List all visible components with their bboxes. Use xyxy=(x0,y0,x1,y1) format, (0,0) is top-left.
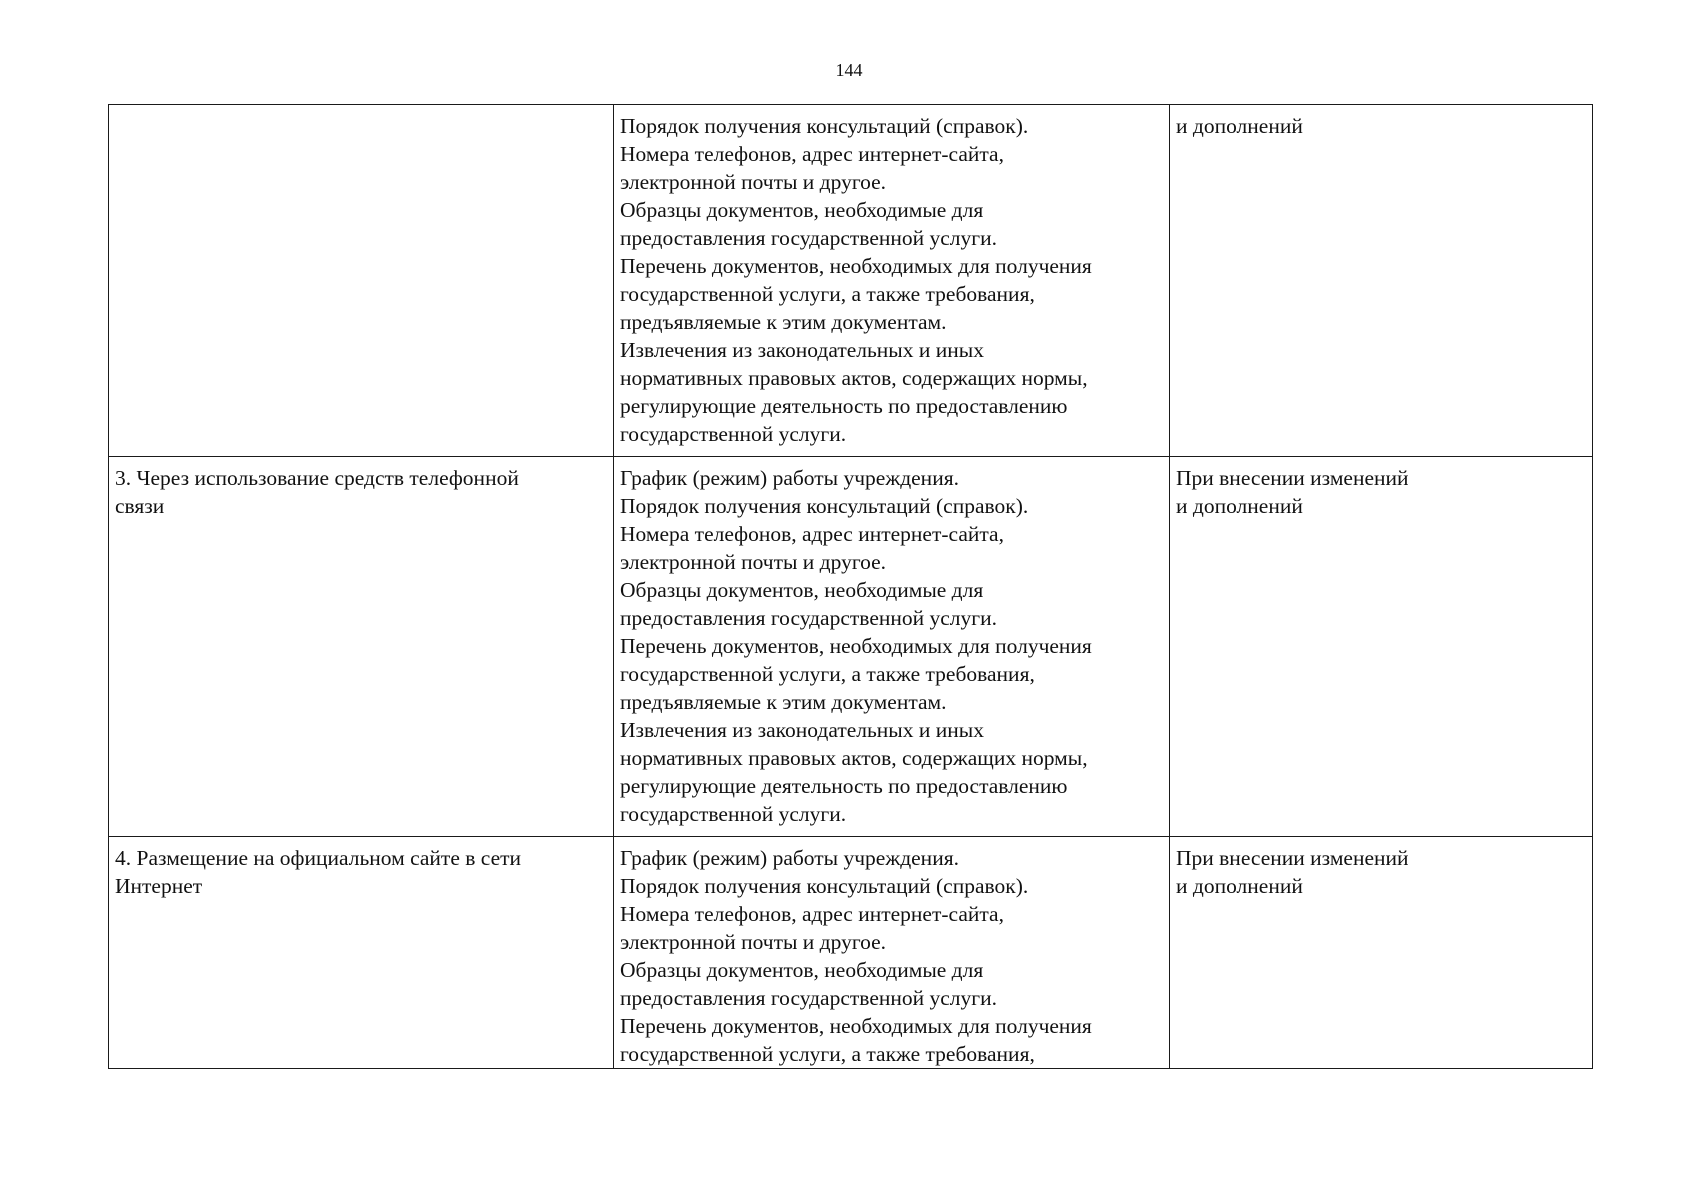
table-row xyxy=(109,105,1593,457)
info-line: государственной услуги. xyxy=(620,422,847,446)
info-line: государственной услуги. xyxy=(620,802,847,826)
info-line: График (режим) работы учреждения. xyxy=(620,466,959,490)
method-line: Интернет xyxy=(115,874,203,898)
info-line: государственной услуги, а также требования, xyxy=(620,1042,1035,1066)
info-line: предоставления государственной услуги. xyxy=(620,606,997,630)
info-line: Номера телефонов, адрес интернет-сайта, xyxy=(620,142,1004,166)
info-cell xyxy=(614,457,1170,837)
info-line: предъявляемые к этим документам. xyxy=(620,310,947,334)
info-line: Номера телефонов, адрес интернет-сайта, xyxy=(620,902,1004,926)
method-line: 3. Через использование средств телефонной xyxy=(115,466,519,490)
page-number: 144 xyxy=(835,60,863,80)
method-cell xyxy=(109,105,614,457)
info-line: Номера телефонов, адрес интернет-сайта, xyxy=(620,522,1004,546)
method-cell xyxy=(109,837,614,1069)
table-row xyxy=(109,837,1593,1069)
info-line: предоставления государственной услуги. xyxy=(620,986,997,1010)
info-line: Перечень документов, необходимых для получения xyxy=(620,634,1092,658)
info-line: Перечень документов, необходимых для получения xyxy=(620,1014,1092,1038)
info-line: Перечень документов, необходимых для получения xyxy=(620,254,1092,278)
info-line: предоставления государственной услуги. xyxy=(620,226,997,250)
info-line: регулирующие деятельность по предоставлению xyxy=(620,774,1068,798)
info-line: Извлечения из законодательных и иных xyxy=(620,718,984,742)
update-cell xyxy=(1170,105,1593,457)
info-cell xyxy=(614,837,1170,1069)
info-line: электронной почты и другое. xyxy=(620,170,887,194)
table-row xyxy=(109,457,1593,837)
update-cell xyxy=(1170,837,1593,1069)
info-line: Порядок получения консультаций (справок). xyxy=(620,114,1029,138)
information-table xyxy=(108,104,1593,1069)
info-line: электронной почты и другое. xyxy=(620,550,887,574)
info-line: государственной услуги, а также требования, xyxy=(620,282,1035,306)
info-line: государственной услуги, а также требования, xyxy=(620,662,1035,686)
info-line: электронной почты и другое. xyxy=(620,930,887,954)
info-line: Порядок получения консультаций (справок). xyxy=(620,494,1029,518)
method-line: 4. Размещение на официальном сайте в сети xyxy=(115,846,522,870)
update-line: При внесении изменений xyxy=(1176,846,1409,870)
update-line: и дополнений xyxy=(1176,114,1303,138)
info-cell xyxy=(614,105,1170,457)
info-line: нормативных правовых актов, содержащих нормы, xyxy=(620,746,1088,770)
info-line: нормативных правовых актов, содержащих нормы, xyxy=(620,366,1088,390)
update-line: и дополнений xyxy=(1176,874,1303,898)
update-line: и дополнений xyxy=(1176,494,1303,518)
info-line: Образцы документов, необходимые для xyxy=(620,958,984,982)
method-cell xyxy=(109,457,614,837)
update-cell xyxy=(1170,457,1593,837)
info-line: Порядок получения консультаций (справок). xyxy=(620,874,1029,898)
update-line: При внесении изменений xyxy=(1176,466,1409,490)
info-line: График (режим) работы учреждения. xyxy=(620,846,959,870)
info-line: Образцы документов, необходимые для xyxy=(620,198,984,222)
info-line: Извлечения из законодательных и иных xyxy=(620,338,984,362)
method-line: связи xyxy=(115,494,165,518)
info-line: регулирующие деятельность по предоставлению xyxy=(620,394,1068,418)
info-line: Образцы документов, необходимые для xyxy=(620,578,984,602)
info-line: предъявляемые к этим документам. xyxy=(620,690,947,714)
